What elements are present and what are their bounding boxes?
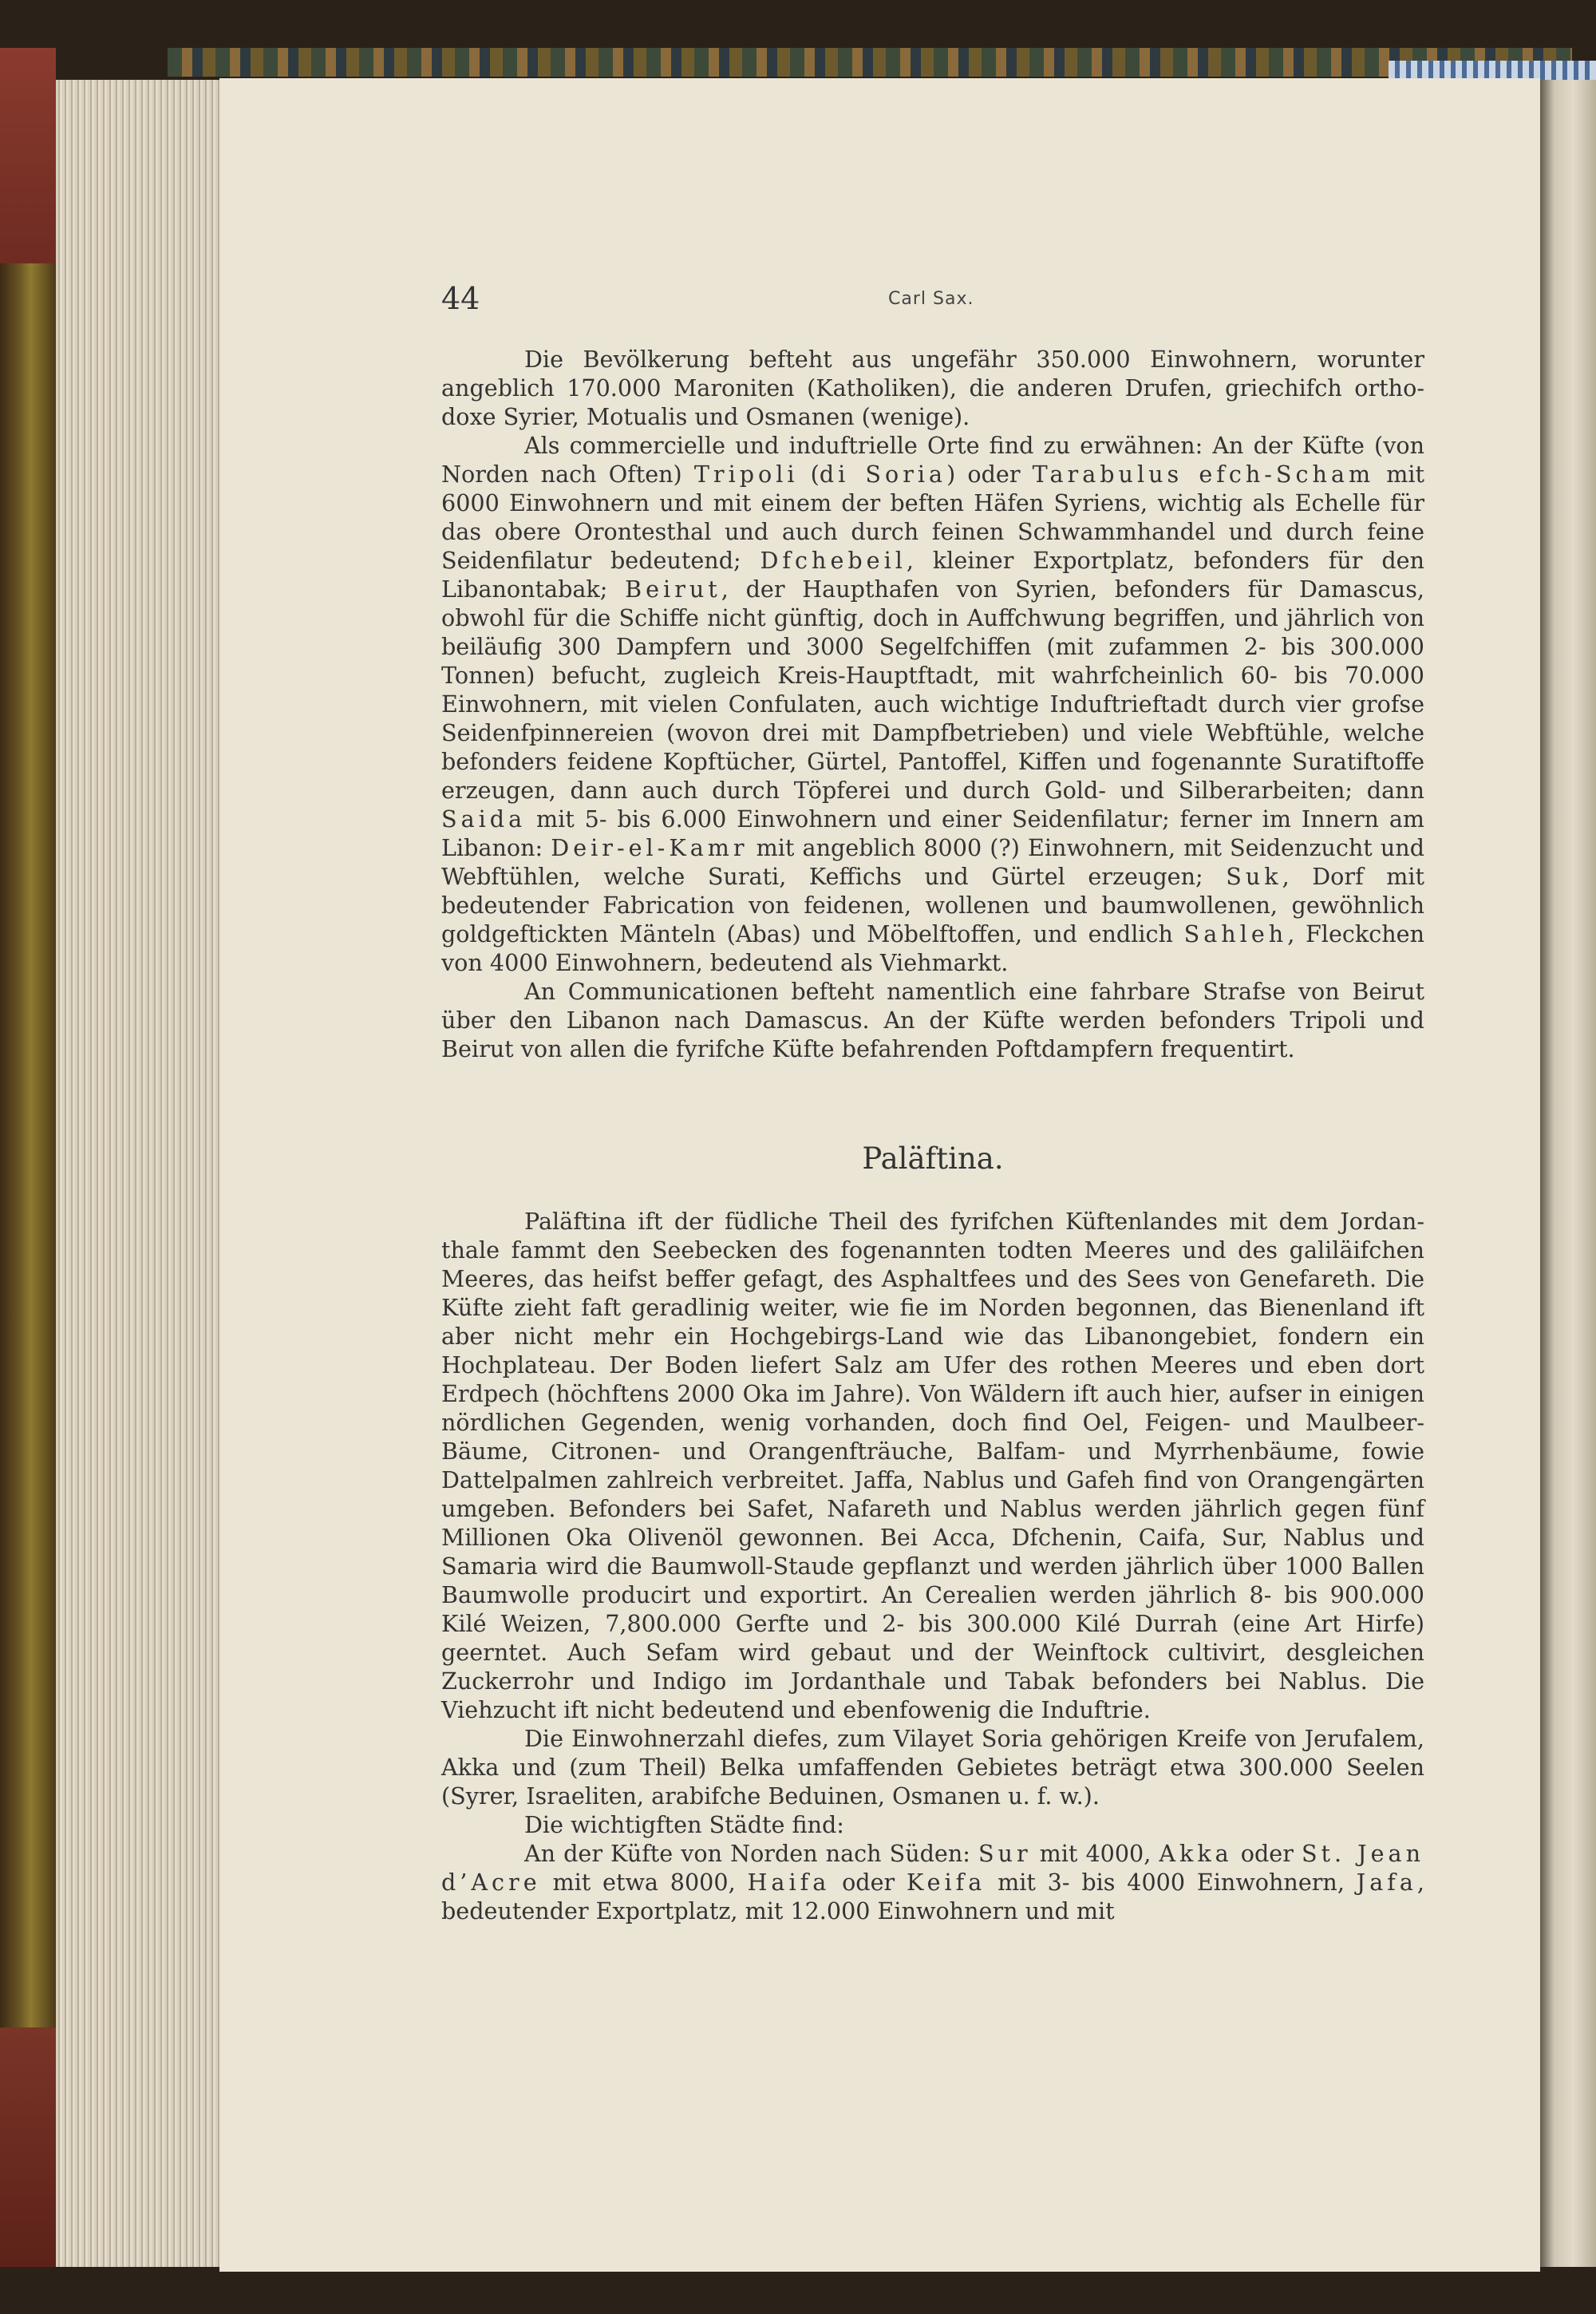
paragraph [441,431,1424,977]
paragraph [441,1839,1424,1925]
text-run: mit 3- bis 4000 Einwohnern, [986,1869,1357,1896]
book-cover-left [0,48,56,2267]
running-head: Carl Sax. [888,289,974,309]
text-run: mit etwa 8000, [540,1869,748,1896]
body-text-top [441,345,1424,1063]
spaced-name: Deir-el-Kamr [551,834,749,861]
text-run: Paläftina ift der füdliche Theil des fyrifchen Küftenlandes mit dem Jordanthale fammt den Seebecken des fogenannten todten Meeres und des galiläifchen Meeres, das heifst beffer gefagt, des Asphaltfees und des Sees von Genefareth. Die Küfte zieht faft geradlinig weiter, wie fie im Norden begonnen, das Bienenland ift aber nicht mehr ein Hochgebirgs-Land wie das Libanongebiet, fondern ein Hochplateau. Der Boden liefert Salz am Ufer des rothen Meeres und eben dort Erdpech (höchftens 2000 Oka im Jahre). Von Wäldern ift auch hier, aufser in einigen nördlichen Gegenden, wenig vorhanden, doch find Oel, Feigen- und Maulbeer-Bäume, Citronen- und Orangenfträuche, Balfam- und Myrrhenbäume, fowie Dattelpalmen zahlreich verbreitet. Jaffa, Nablus und Gafeh find von Orangengärten umgeben. Befonders bei Safet, Nafareth und Nablus werden jährlich gegen fünf Millionen Oka Olivenöl gewonnen. Bei Acca, Dfchenin, Caifa, Sur, Nablus und Samaria wird die Baumwoll-Staude gepflanzt und werden jährlich über 1000 Ballen Baumwolle producirt und exportirt. An Cerealien werden jährlich 8- bis 900.000 Kilé Weizen, 7,800.000 Gerfte und 2- bis 300.000 Kilé Durrah (eine Art Hirfe) geerntet. Auch Sefam wird gebaut und der Weinftock cultivirt, desgleichen Zuckerrohr und Indigo im Jordanthale und Tabak befonders bei Nablus. Die Viehzucht ift nicht bedeutend und ebenfowenig die Induftrie. [441,1208,1424,1723]
spaced-name: Dfchebeil [760,547,907,574]
text-run: An Communicationen befteht namentlich eine fahrbare Strafse von Beirut über den Libanon nach Damascus. An der Küfte werden befonders Tripoli und Beirut von allen die fyrifche Küfte befahrenden Poftdampfern frequentirt. [441,978,1424,1062]
text-run: mit 4000, [1031,1840,1159,1867]
book-top-edge [168,48,1572,77]
spaced-name: Suk [1226,863,1282,890]
spaced-name: Saida [441,805,527,833]
text-run: mit 5- bis 6.000 Einwohnern und einer Seidenfilatur; ferner im Innern am Libanon: [441,805,1424,861]
paragraph [441,1810,1424,1839]
text-run: ( [798,461,820,488]
text-run: , Dorf mit bedeutender Fabrication von feidenen, wollenen und baumwollenen, gewöhnlich goldgeftickten Mänteln (Abas) und Möbelftoffen, und endlich [441,863,1424,947]
spaced-name: Sur [978,1840,1032,1867]
paragraph [441,1724,1424,1810]
text-run: oder [1232,1840,1302,1867]
spaced-name: Tarabulus efch-Scham [1032,461,1375,488]
paragraph [441,1207,1424,1724]
section-heading: Paläftina. [862,1141,1004,1176]
spaced-name: Beirut [625,576,721,603]
spaced-name: Sahleh [1183,920,1288,947]
text-run: oder [830,1869,907,1896]
text-run: mit angeblich 8000 (?) Einwohnern, mit Seidenzucht und Webftühlen, welche Surati, Keffichs und Gürtel erzeugen; [441,834,1424,890]
spaced-name: Keifa [907,1869,986,1896]
text-run: Die wichtigften Städte find: [524,1811,844,1838]
text-run: An der Küfte von Norden nach Süden: [524,1840,978,1867]
page-header [441,281,1431,321]
text-run: , bedeutender Exportplatz, mit 12.000 Einwohnern und mit [441,1869,1424,1924]
spaced-name: Akka [1159,1840,1233,1867]
spaced-name: Jafa [1356,1869,1417,1896]
spaced-name: Tripoli [693,461,799,488]
text-run: mit 6000 Einwohnern und mit einem der beften Häfen Syriens, wichtig als Echelle für das obere Orontesthal und auch durch feinen Schwammhandel und durch feine Seidenfilatur bedeutend; [441,461,1424,574]
page-stack-edge [56,80,223,2267]
body-text-bottom [441,1207,1424,1925]
text-run: ) oder [946,461,1033,488]
text-run: , Fleckchen von 4000 Einwohnern, bedeutend als Viehmarkt. [441,920,1424,976]
facing-page-edge [1540,80,1596,2267]
paragraph [441,977,1424,1063]
text-run: , der Haupthafen von Syrien, befonders für Damascus, obwohl für die Schiffe nicht günftig, doch in Auffchwung begriffen, und jährlich von beiläufig 300 Dampfern und 3000 Segelfchiffen (mit zufammen 2- bis 300.000 Tonnen) befucht, zugleich Kreis-Hauptftadt, mit wahrfcheinlich 60- bis 70.000 Einwohnern, mit vielen Confulaten, auch wichtige Induftrieftadt durch vier grofse Seidenfpinnereien (wovon drei mit Dampfbetrieben) und viele Webftühle, welche befonders feidene Kopftücher, Gürtel, Pantoffel, Kiffen und fogenannte Suratiftoffe erzeugen, dann auch durch Töpferei und durch Gold- und Silberarbeiten; dann [441,576,1424,804]
text-run: Die Bevölkerung befteht aus ungefähr 350.000 Einwohnern, worunter angeblich 170.000 Maroniten (Katholiken), die anderen Drufen, griechifch orthodoxe Syrier, Motualis und Osmanen (wenige). [441,346,1424,430]
spaced-name: Haifa [747,1869,831,1896]
spaced-name: St. Jean d’Acre [441,1840,1424,1896]
text-run: , kleiner Exportplatz, befonders für den Libanontabak; [441,547,1424,603]
text-run: Als commercielle und induftrielle Orte find zu erwähnen: An der Küfte (von Norden nach Often) [441,432,1424,488]
spaced-name: di Soria [819,461,947,488]
paragraph [441,345,1424,431]
text-run: Die Einwohnerzahl diefes, zum Vilayet Soria gehörigen Kreife von Jerufalem, Akka und (zum Theil) Belka umfaffenden Gebietes beträgt etwa 300.000 Seelen (Syrer, Israeliten, arabifche Beduinen, Osmanen u. f. w.). [441,1725,1424,1810]
page-number: 44 [441,281,480,316]
